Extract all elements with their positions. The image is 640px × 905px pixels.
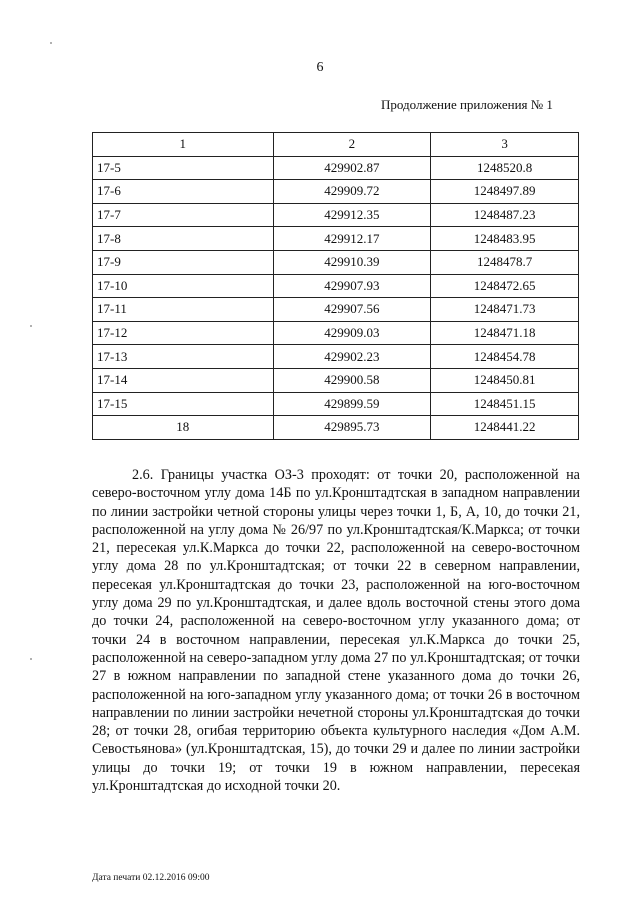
y-coordinate-cell: 1248483.95 [431,227,579,251]
table-row [93,203,579,227]
point-cell: 18 [93,416,274,440]
x-coordinate-cell: 429909.72 [273,180,431,204]
y-coordinate-cell: 1248454.78 [431,345,579,369]
page-number: 6 [316,60,324,75]
column-header-x: 2 [273,133,431,157]
appendix-continuation-note: Продолжение приложения № 1 [381,97,553,112]
x-coordinate-cell: 429907.56 [273,298,431,322]
x-coordinate-cell: 429902.23 [273,345,431,369]
table-row [93,227,579,251]
print-date: Дата печати 02.12.2016 09:00 [92,873,210,883]
point-cell: 17-5 [93,156,274,180]
table-row [93,392,579,416]
table-row [93,274,579,298]
point-cell: 17-6 [93,180,274,204]
x-coordinate-cell: 429910.39 [273,250,431,274]
x-coordinate-cell: 429909.03 [273,321,431,345]
point-cell: 17-10 [93,274,274,298]
table-row [93,156,579,180]
scan-mark [30,325,32,327]
column-header-point: 1 [93,133,274,157]
y-coordinate-cell: 1248471.73 [431,298,579,322]
table-row [93,180,579,204]
table-row [93,321,579,345]
point-cell: 17-11 [93,298,274,322]
table-row [93,298,579,322]
x-coordinate-cell: 429895.73 [273,416,431,440]
scan-mark [50,42,52,44]
point-cell: 17-15 [93,392,274,416]
point-cell: 17-9 [93,250,274,274]
point-cell: 17-12 [93,321,274,345]
point-cell: 17-14 [93,368,274,392]
point-cell: 17-7 [93,203,274,227]
y-coordinate-cell: 1248478.7 [431,250,579,274]
table-row [93,416,579,440]
table-header-row [93,133,579,157]
y-coordinate-cell: 1248497.89 [431,180,579,204]
x-coordinate-cell: 429900.58 [273,368,431,392]
table-row [93,250,579,274]
y-coordinate-cell: 1248450.81 [431,368,579,392]
point-cell: 17-13 [93,345,274,369]
table-row [93,345,579,369]
scan-mark [30,658,32,660]
y-coordinate-cell: 1248441.22 [431,416,579,440]
point-cell: 17-8 [93,227,274,251]
x-coordinate-cell: 429907.93 [273,274,431,298]
table-row [93,368,579,392]
x-coordinate-cell: 429899.59 [273,392,431,416]
column-header-y: 3 [431,133,579,157]
x-coordinate-cell: 429902.87 [273,156,431,180]
x-coordinate-cell: 429912.35 [273,203,431,227]
x-coordinate-cell: 429912.17 [273,227,431,251]
section-2-6-paragraph: 2.6. Границы участка ОЗ-3 проходят: от точки 20, расположенной на северо-восточном углу дома 14Б по ул.Кронштадтская в западном направлении по линии застройки четной стороны улицы через точки 1, Б, А, 10, до точки 21, расположенной на углу дома № 26/97 по ул.Кронштадтская/К.Маркса; от точки 21, пересекая ул.К.Маркса до точки 22, расположенной на северо-восточном углу дома 28 по ул.Кронштадтская; от точки 22 в северном направлении, пересекая ул.Кронштадтская до точки 23, расположенной на юго-восточном углу дома 29 по ул.Кронштадтская, и далее вдоль восточной стены этого дома до точки 24, расположенной на северо-восточном углу указанного дома; от точки 24 в восточном направлении, пересекая ул.К.Маркса до точки 25, расположенной на северо-западном углу дома 27 по ул.Кронштадтская; от точки 27 в южном направлении по западной стене указанного дома до точки 26, расположенной на юго-западном углу указанного дома; от точки 26 в восточном направлении по линии застройки нечетной стороны ул.Кронштадтская до точки 28; от точки 28, огибая территорию объекта культурного наследия «Дом А.М. Севостьянова» (ул.Кронштадтская, 15), до точки 29 и далее по линии застройки улицы до точки 19; от точки 19 в южном направлении, пересекая ул.Кронштадтская до исходной точки 20. [92,467,580,795]
y-coordinate-cell: 1248472.65 [431,274,579,298]
y-coordinate-cell: 1248451.15 [431,392,579,416]
coordinates-table [92,132,579,440]
y-coordinate-cell: 1248487.23 [431,203,579,227]
y-coordinate-cell: 1248471.18 [431,321,579,345]
y-coordinate-cell: 1248520.8 [431,156,579,180]
